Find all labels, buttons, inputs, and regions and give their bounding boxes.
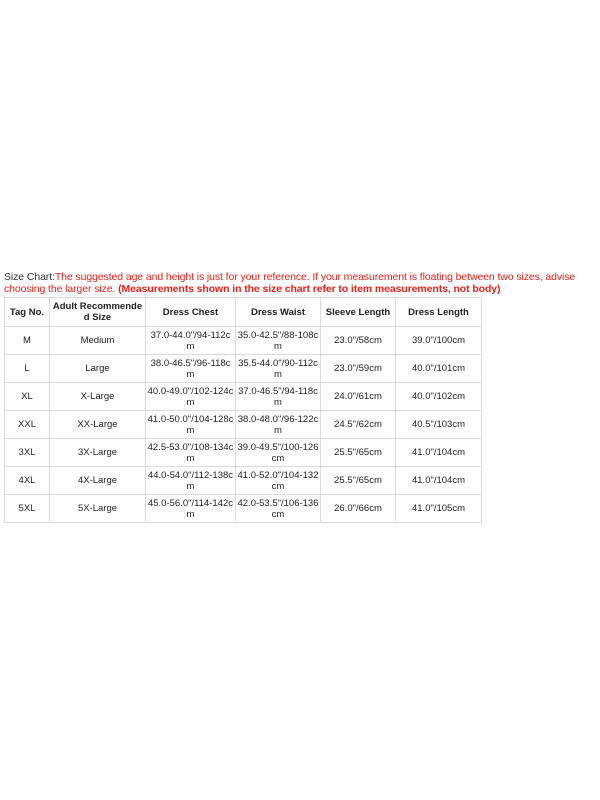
header-sleeve-length: Sleeve Length [321,298,396,327]
header-row [5,298,482,327]
cell-recommended-size: 4X-Large [50,467,146,495]
cell-tag-no: 4XL [5,467,50,495]
cell-dress-waist: 35.0-42.5"/88-108cm [236,327,321,355]
cell-tag-no: XL [5,383,50,411]
table-row [5,383,482,411]
size-chart-measurement-note: (Measurements shown in the size chart refer to item measurements, not body) [118,283,501,295]
header-adult-recommended-size: Adult Recommended Size [50,298,146,327]
cell-dress-length: 41.0"/105cm [396,495,482,523]
cell-sleeve-length: 24.5"/62cm [321,411,396,439]
cell-recommended-size: 5X-Large [50,495,146,523]
cell-tag-no: XXL [5,411,50,439]
cell-sleeve-length: 23.0"/59cm [321,355,396,383]
cell-dress-length: 41.0"/104cm [396,439,482,467]
size-chart-note: The suggested age and height is just for your reference. If your measurement is floating between two sizes, advise choosing the larger size. [4,271,576,295]
cell-dress-chest: 37.0-44.0"/94-112cm [146,327,236,355]
cell-dress-length: 39.0"/100cm [396,327,482,355]
header-dress-length: Dress Length [396,298,482,327]
cell-dress-chest: 44.0-54.0"/112-138cm [146,467,236,495]
cell-recommended-size: Medium [50,327,146,355]
cell-tag-no: 5XL [5,495,50,523]
cell-recommended-size: Large [50,355,146,383]
cell-dress-chest: 38.0-46.5"/96-118cm [146,355,236,383]
size-chart-table [4,297,482,523]
cell-dress-waist: 39.0-49.5"/100-126cm [236,439,321,467]
size-chart-label: Size Chart: [4,271,55,283]
header-tag-no: Tag No. [5,298,50,327]
cell-dress-length: 40.0"/102cm [396,383,482,411]
cell-tag-no: L [5,355,50,383]
cell-dress-waist: 41.0-52.0"/104-132cm [236,467,321,495]
cell-recommended-size: 3X-Large [50,439,146,467]
cell-recommended-size: X-Large [50,383,146,411]
cell-sleeve-length: 25.5"/65cm [321,439,396,467]
table-row [5,439,482,467]
cell-dress-waist: 37.0-46.5"/94-118cm [236,383,321,411]
cell-tag-no: 3XL [5,439,50,467]
table-row [5,355,482,383]
cell-dress-waist: 35.5-44.0"/90-112cm [236,355,321,383]
table-row [5,327,482,355]
cell-dress-length: 40.5"/103cm [396,411,482,439]
cell-sleeve-length: 25.5"/65cm [321,467,396,495]
table-row [5,411,482,439]
table-row [5,467,482,495]
cell-dress-chest: 45.0-56.0"/114-142cm [146,495,236,523]
table-row [5,495,482,523]
cell-dress-waist: 38.0-48.0"/96-122cm [236,411,321,439]
cell-dress-length: 40.0"/101cm [396,355,482,383]
cell-recommended-size: XX-Large [50,411,146,439]
cell-sleeve-length: 24.0"/61cm [321,383,396,411]
size-chart-intro [4,271,598,295]
size-chart [4,271,598,523]
header-dress-chest: Dress Chest [146,298,236,327]
cell-sleeve-length: 26.0"/66cm [321,495,396,523]
cell-tag-no: M [5,327,50,355]
cell-dress-chest: 41.0-50.0"/104-128cm [146,411,236,439]
cell-dress-chest: 42.5-53.0"/108-134cm [146,439,236,467]
cell-sleeve-length: 23.0"/58cm [321,327,396,355]
cell-dress-waist: 42.0-53.5"/106-136cm [236,495,321,523]
header-dress-waist: Dress Waist [236,298,321,327]
cell-dress-chest: 40.0-49.0"/102-124cm [146,383,236,411]
cell-dress-length: 41.0"/104cm [396,467,482,495]
